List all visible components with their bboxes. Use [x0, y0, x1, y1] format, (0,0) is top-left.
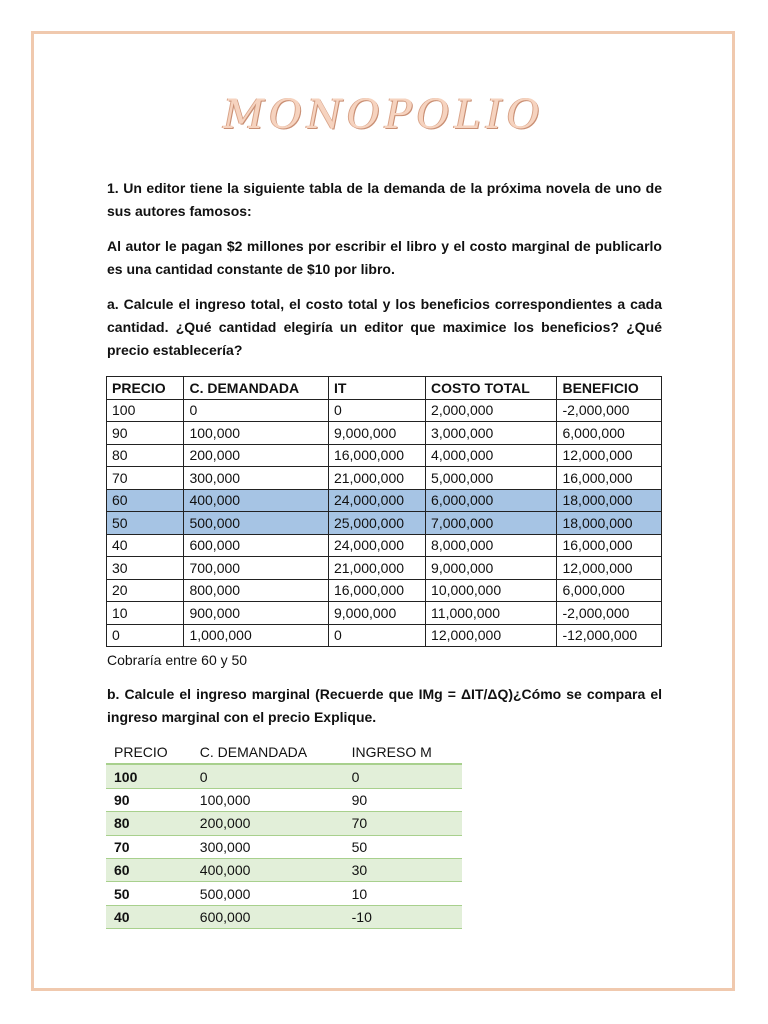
table-cell: 60 — [107, 489, 184, 512]
table-cell: 40 — [107, 534, 184, 557]
table-cell: 10,000,000 — [426, 579, 557, 602]
table-cell: 20 — [107, 579, 184, 602]
table-cell: 3,000,000 — [426, 422, 557, 445]
column-header: PRECIO — [107, 377, 184, 400]
table-cell: 200,000 — [184, 444, 329, 467]
table-cell: 500,000 — [192, 882, 344, 905]
table-cell: 800,000 — [184, 579, 329, 602]
table-cell: 6,000,000 — [557, 422, 662, 445]
table-cell: 100 — [106, 764, 192, 788]
table-cell: 70 — [344, 812, 462, 835]
table-cell: 7,000,000 — [426, 512, 557, 535]
table-cell: 700,000 — [184, 557, 329, 580]
table-cell: -2,000,000 — [557, 399, 662, 422]
table-cell: 400,000 — [192, 858, 344, 881]
table-cell: 200,000 — [192, 812, 344, 835]
column-header: C. DEMANDADA — [184, 377, 329, 400]
table-header-row — [106, 741, 462, 764]
table-cell: 600,000 — [192, 905, 344, 928]
table-cell: 90 — [107, 422, 184, 445]
table-row — [107, 422, 662, 445]
table-row — [107, 489, 662, 512]
table-cell: 16,000,000 — [557, 467, 662, 490]
table-cell: 300,000 — [184, 467, 329, 490]
table-cell: -10 — [344, 905, 462, 928]
table-cell: 30 — [344, 858, 462, 881]
table-cell: 12,000,000 — [426, 624, 557, 647]
table-cell: 900,000 — [184, 602, 329, 625]
table-cell: 500,000 — [184, 512, 329, 535]
table-cell: 70 — [107, 467, 184, 490]
table-cell: 70 — [106, 835, 192, 858]
table-cell: 60 — [106, 858, 192, 881]
table-cell: 16,000,000 — [328, 579, 425, 602]
table-row — [107, 467, 662, 490]
demand-profit-table — [106, 376, 662, 647]
table-cell: 80 — [107, 444, 184, 467]
table-cell: 0 — [328, 624, 425, 647]
table-cell: 18,000,000 — [557, 489, 662, 512]
table-row — [106, 882, 462, 905]
table-cell: 16,000,000 — [557, 534, 662, 557]
question-1b: b. Calcule el ingreso marginal (Recuerde que IMg = ΔIT/ΔQ)¿Cómo se compara el ingreso marginal con el precio Explique. — [107, 686, 662, 725]
table-row — [107, 557, 662, 580]
table-cell: 400,000 — [184, 489, 329, 512]
table-cell: 50 — [107, 512, 184, 535]
table-row — [107, 444, 662, 467]
table-cell: 50 — [106, 882, 192, 905]
answer-a: Cobraría entre 60 y 50 — [107, 652, 248, 668]
table-cell: 100 — [107, 399, 184, 422]
table-cell: 6,000,000 — [426, 489, 557, 512]
table-cell: 6,000,000 — [557, 579, 662, 602]
table-cell: 16,000,000 — [328, 444, 425, 467]
table-row — [107, 602, 662, 625]
table-cell: -2,000,000 — [557, 602, 662, 625]
table-cell: 21,000,000 — [328, 557, 425, 580]
table-row — [106, 835, 462, 858]
table-cell: 0 — [192, 764, 344, 788]
table-cell: 21,000,000 — [328, 467, 425, 490]
table-cell: 24,000,000 — [328, 534, 425, 557]
question-1a: a. Calcule el ingreso total, el costo total y los beneficios correspondientes a cada cantidad. ¿Qué cantidad elegiría un editor que maximice los beneficios? ¿Qué precio establecería? — [107, 296, 662, 358]
column-header: C. DEMANDADA — [192, 741, 344, 764]
table-row — [107, 512, 662, 535]
table-cell: 80 — [106, 812, 192, 835]
table-cell: 10 — [107, 602, 184, 625]
marginal-revenue-table — [106, 741, 462, 929]
table-row — [107, 624, 662, 647]
table-cell: 40 — [106, 905, 192, 928]
table-cell: 90 — [106, 788, 192, 811]
table-row — [107, 534, 662, 557]
column-header: INGRESO M — [344, 741, 462, 764]
table-cell: 1,000,000 — [184, 624, 329, 647]
table-cell: 50 — [344, 835, 462, 858]
table-cell: 100,000 — [192, 788, 344, 811]
table-row — [107, 399, 662, 422]
table-cell: 600,000 — [184, 534, 329, 557]
table-cell: 30 — [107, 557, 184, 580]
table-cell: 10 — [344, 882, 462, 905]
column-header: PRECIO — [106, 741, 192, 764]
table-cell: 8,000,000 — [426, 534, 557, 557]
table-cell: 300,000 — [192, 835, 344, 858]
table-cell: 4,000,000 — [426, 444, 557, 467]
table-cell: 5,000,000 — [426, 467, 557, 490]
question-1-intro: 1. Un editor tiene la siguiente tabla de la demanda de la próxima novela de uno de sus autores famosos: — [107, 180, 662, 219]
table-row — [106, 812, 462, 835]
table-row — [106, 905, 462, 928]
table-cell: 12,000,000 — [557, 444, 662, 467]
table-row — [106, 764, 462, 788]
table-cell: 25,000,000 — [328, 512, 425, 535]
table-cell: 90 — [344, 788, 462, 811]
question-1-costs: Al autor le pagan $2 millones por escribir el libro y el costo marginal de publicarlo es una cantidad constante de $10 por libro. — [107, 238, 662, 277]
table-cell: 0 — [344, 764, 462, 788]
table-cell: 0 — [184, 399, 329, 422]
table-cell: 18,000,000 — [557, 512, 662, 535]
table-cell: 9,000,000 — [328, 602, 425, 625]
table-cell: 0 — [107, 624, 184, 647]
column-header: IT — [328, 377, 425, 400]
table-cell: 100,000 — [184, 422, 329, 445]
table-cell: 12,000,000 — [557, 557, 662, 580]
table-header-row — [107, 377, 662, 400]
table-row — [106, 788, 462, 811]
table-cell: 11,000,000 — [426, 602, 557, 625]
table-cell: 0 — [328, 399, 425, 422]
table-cell: -12,000,000 — [557, 624, 662, 647]
page-title: MONOPOLIO — [223, 92, 545, 138]
table-cell: 9,000,000 — [328, 422, 425, 445]
column-header: BENEFICIO — [557, 377, 662, 400]
table-row — [107, 579, 662, 602]
column-header: COSTO TOTAL — [426, 377, 557, 400]
table-row — [106, 858, 462, 881]
table-cell: 9,000,000 — [426, 557, 557, 580]
table-cell: 2,000,000 — [426, 399, 557, 422]
table-cell: 24,000,000 — [328, 489, 425, 512]
